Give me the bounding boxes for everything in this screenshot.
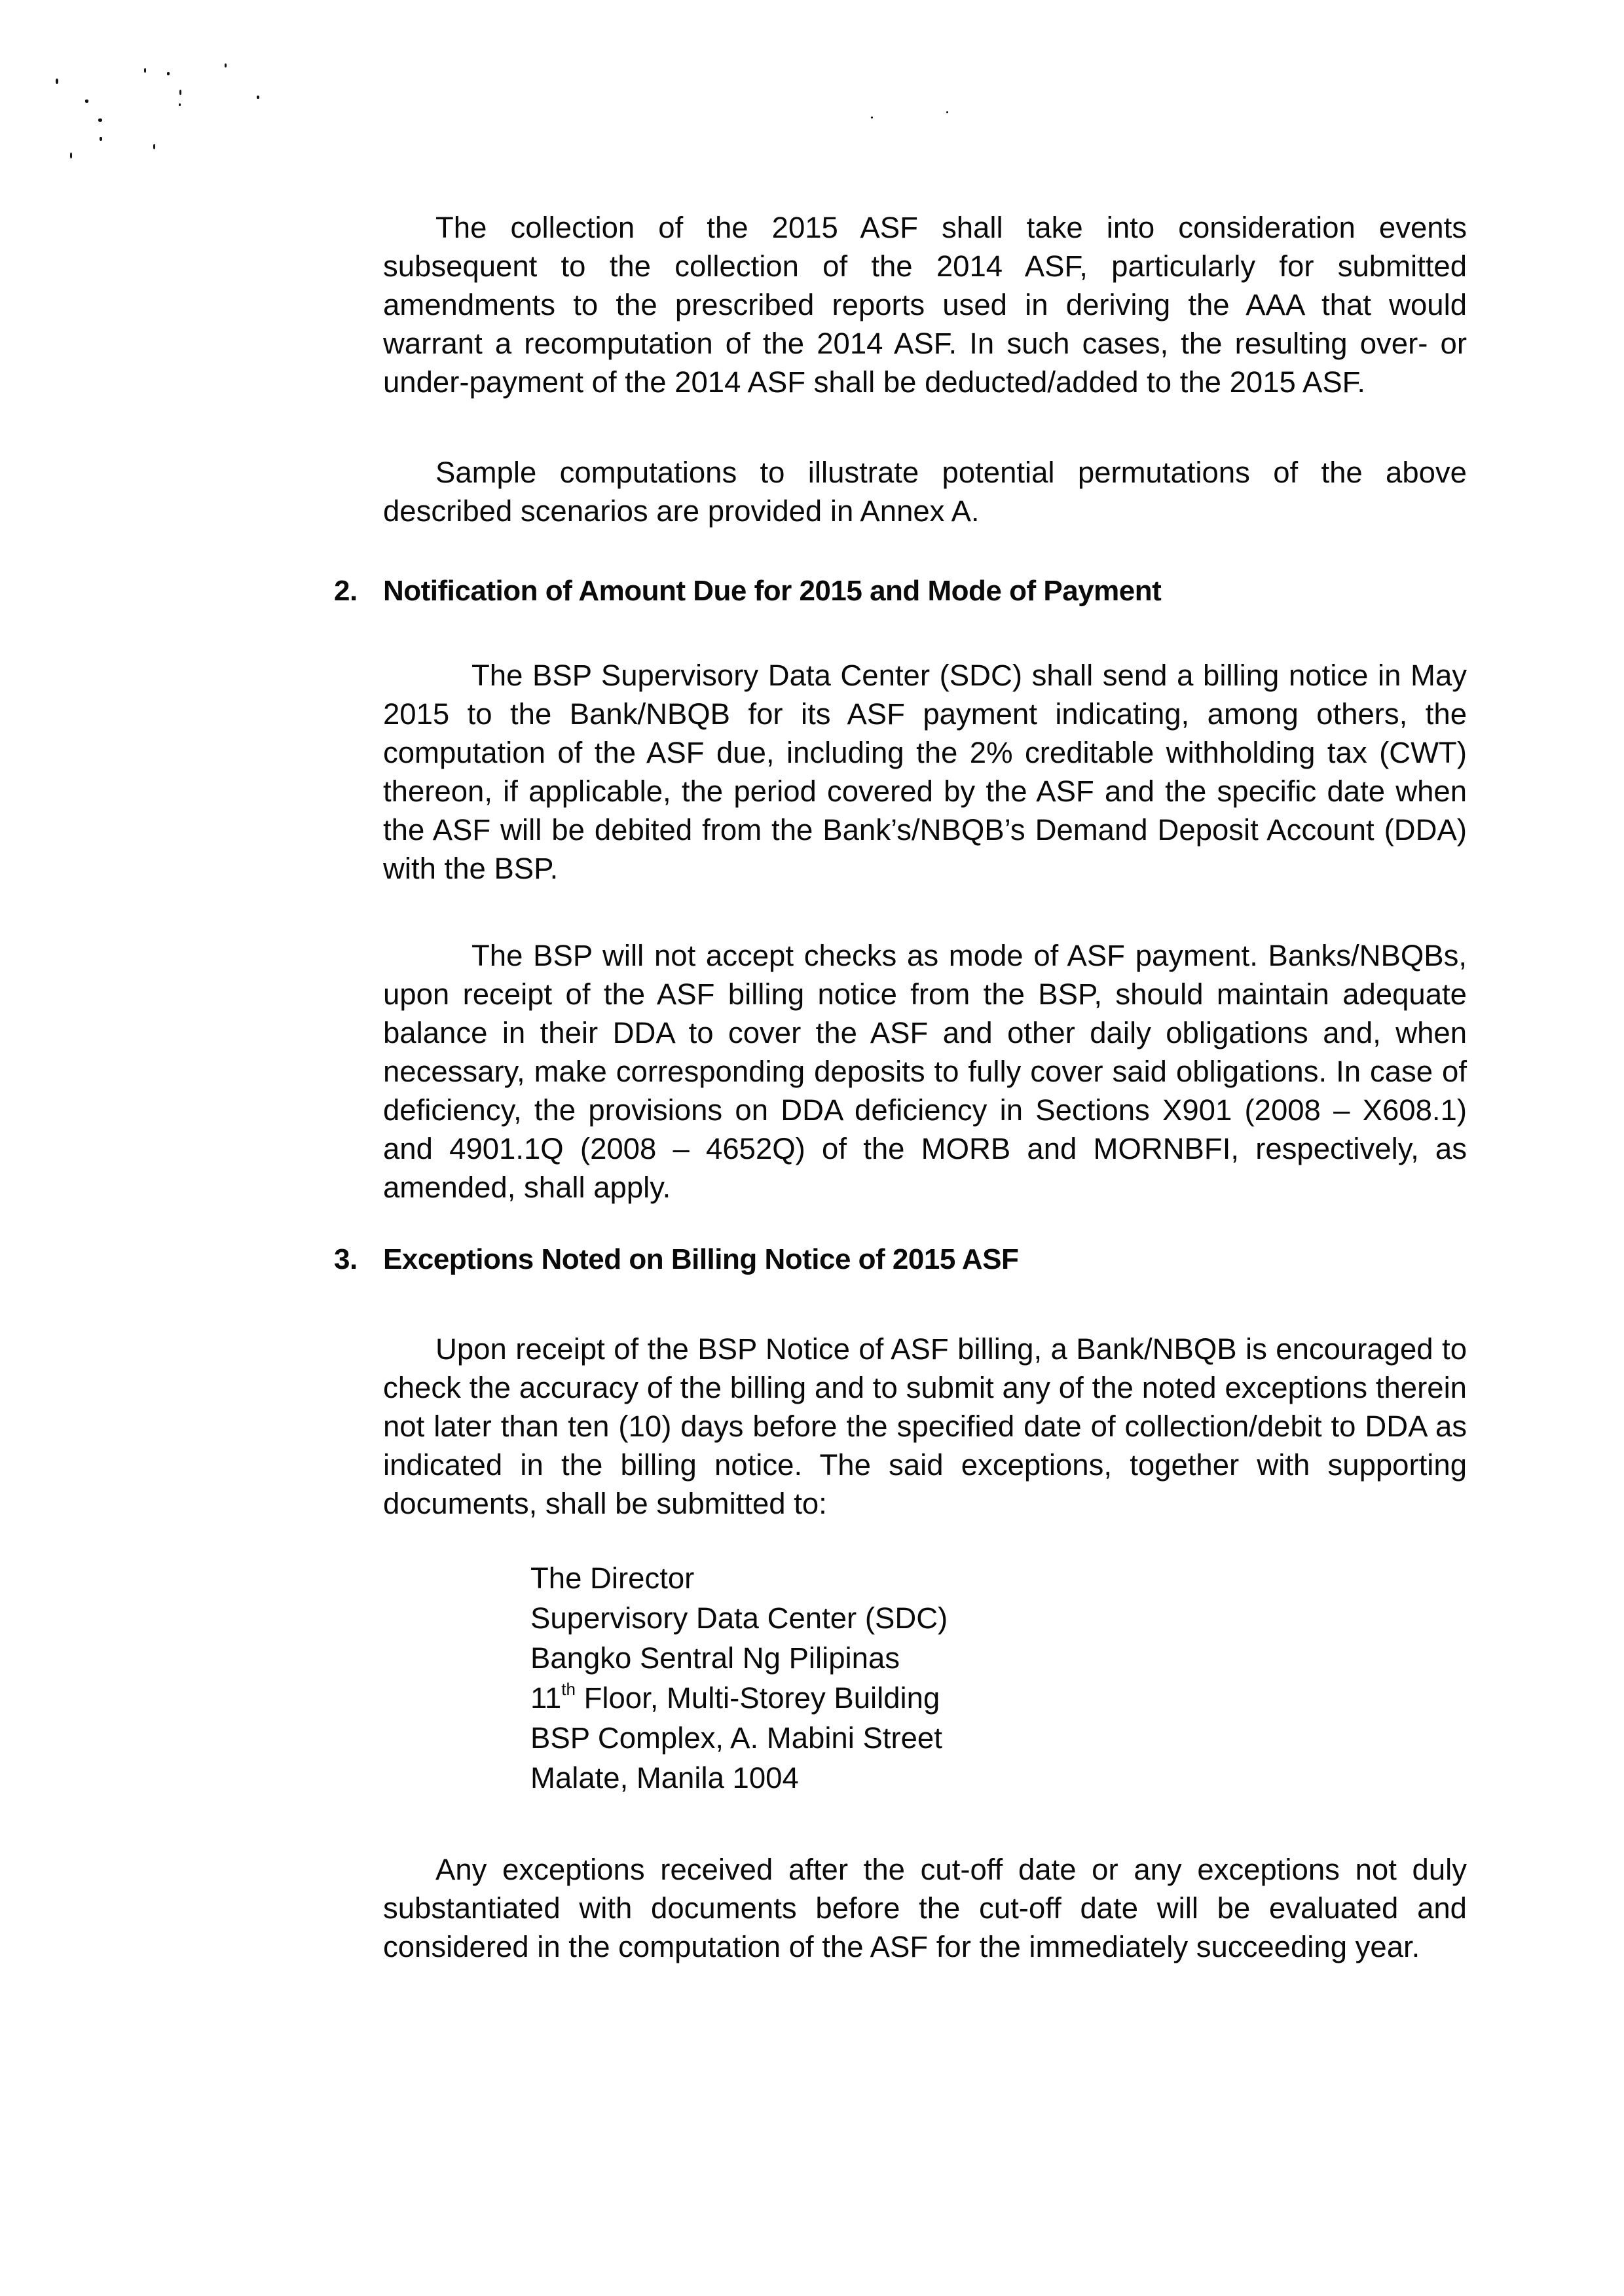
address-line: BSP Complex, A. Mabini Street [530, 1721, 942, 1755]
ordinal-suffix: th [561, 1679, 576, 1699]
address-line: Bangko Sentral Ng Pilipinas [530, 1641, 900, 1675]
speck [70, 153, 72, 158]
address-line [530, 1678, 948, 1718]
section-2-paragraph-payment-mode: The BSP will not accept checks as mode of ASF payment. Banks/NBQBs, upon receipt of the ASF billing notice from the BSP, should maintain adequate balance in their DDA to cover the ASF and other daily obligations and, when necessary, make corresponding deposits to fully cover said obligations. In case of deficiency, the provisions on DDA deficiency in Sections X901 (2008 – X608.1) and 4901.1Q (2008 – 4652Q) of the MORB and MORNBFI, respectively, as amended, shall apply. [383, 939, 1467, 1204]
address-line: Supervisory Data Center (SDC) [530, 1601, 948, 1635]
speck [871, 117, 873, 118]
speck [167, 72, 170, 75]
section-3-paragraph-cutoff: Any exceptions received after the cut-off date or any exceptions not duly substantiated with documents before the cut-off date will be evaluated and considered in the computation of the ASF for the immediately succeeding year. [383, 1853, 1467, 1963]
speck [257, 96, 259, 99]
submission-address [530, 1558, 948, 1798]
section-2-heading [334, 572, 1161, 610]
speck [153, 144, 155, 149]
section-3-paragraph-exceptions: Upon receipt of the BSP Notice of ASF billing, a Bank/NBQB is encouraged to check the accuracy of the billing and to submit any of the noted exceptions therein not later than ten (10) days before the specified date of collection/debit to DDA as indicated in the billing notice. The said exceptions, together with supporting documents, shall be submitted to: [383, 1332, 1467, 1520]
speck [56, 79, 58, 84]
speck [179, 103, 181, 106]
speck [225, 64, 227, 67]
section-2-paragraph-billing-notice: The BSP Supervisory Data Center (SDC) shall send a billing notice in May 2015 to the Bank/NBQB for its ASF payment indicating, among others, the computation of the ASF due, including the 2% creditable withholding tax (CWT) thereon, if applicable, the period covered by the ASF and the specific date when the ASF will be debited from the Bank’s/NBQB’s Demand Deposit Account (DDA) with the BSP. [383, 659, 1467, 885]
speck [179, 90, 181, 95]
paragraph-sample-computations: Sample computations to illustrate potential permutations of the above described scenarios are provided in Annex A. [383, 456, 1467, 528]
address-line: Malate, Manila 1004 [530, 1761, 799, 1795]
section-3-number: 3. [334, 1243, 358, 1275]
speck [85, 100, 88, 103]
section-3-heading [334, 1240, 1018, 1279]
section-2-title: Notification of Amount Due for 2015 and Mode of Payment [383, 575, 1162, 607]
section-3-title: Exceptions Noted on Billing Notice of 2015 ASF [383, 1243, 1019, 1275]
section-2-number: 2. [334, 575, 358, 607]
speck [946, 111, 948, 113]
floor-number: 11 [530, 1681, 562, 1715]
paragraph-collection: The collection of the 2015 ASF shall take into consideration events subsequent to the collection of the 2014 ASF, particularly for submitted amendments to the prescribed reports used in deriving the AAA that would warrant a recomputation of the 2014 ASF. In such cases, the resulting over- or under-payment of the 2014 ASF shall be deducted/added to the 2015 ASF. [383, 211, 1467, 399]
address-line: The Director [530, 1561, 695, 1595]
speck [98, 118, 102, 122]
speck [144, 68, 146, 73]
floor-building: Floor, Multi-Storey Building [575, 1681, 940, 1715]
speck [100, 137, 102, 141]
